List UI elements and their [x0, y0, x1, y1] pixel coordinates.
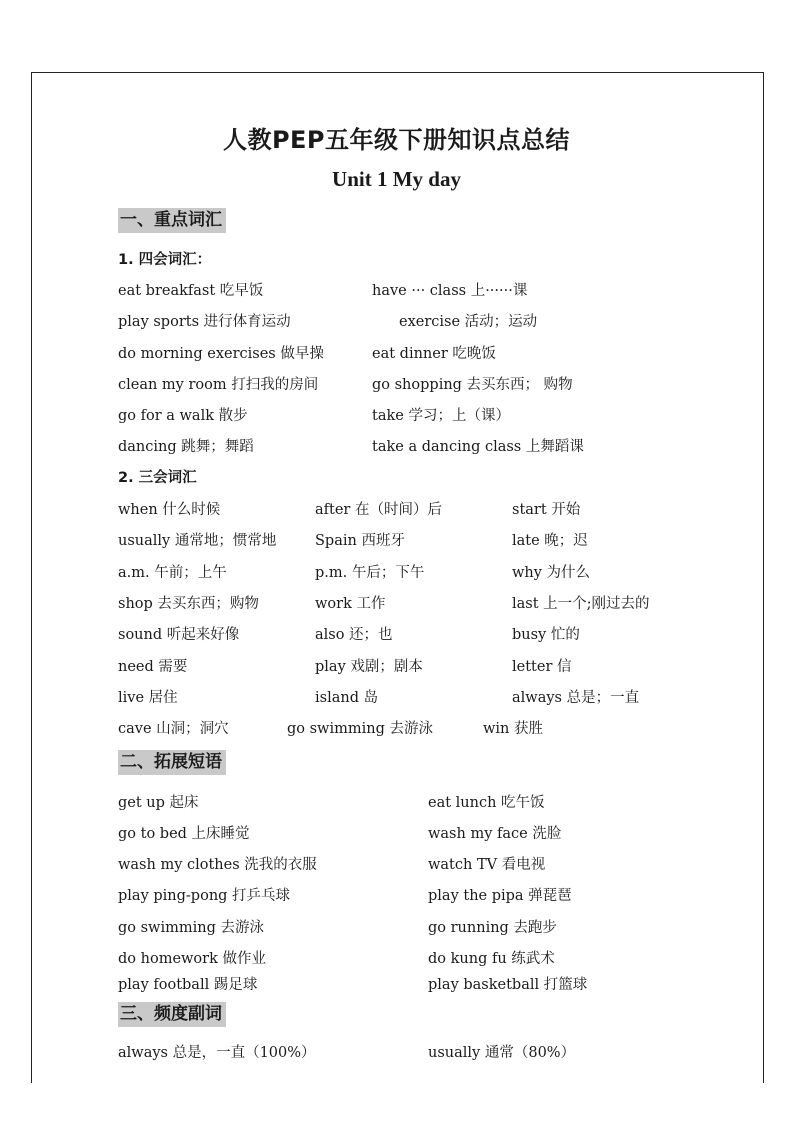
- phrase-item: do homework 做作业: [118, 951, 266, 967]
- vocab-item: p.m. 午后；下午: [315, 565, 425, 581]
- phrase-item: watch TV 看电视: [428, 857, 546, 873]
- vocab-item: go shopping 去买东西； 购物: [372, 377, 573, 393]
- vocab-item: dancing 跳舞；舞蹈: [118, 439, 254, 455]
- vocab-item: clean my room 打扫我的房间: [118, 377, 319, 393]
- subsection-heading-three-skill: 2. 三会词汇: [118, 470, 197, 486]
- vocab-item: also 还；也: [315, 627, 393, 643]
- section-heading-phrases: 二、拓展短语: [118, 750, 226, 775]
- phrase-item: go to bed 上床睡觉: [118, 826, 250, 842]
- phrase-item: wash my face 洗脸: [428, 826, 562, 842]
- vocab-item: play sports 进行体育运动: [118, 314, 291, 330]
- vocab-item: win 获胜: [483, 721, 543, 737]
- vocab-item: sound 听起来好像: [118, 627, 240, 643]
- vocab-item: after 在（时间）后: [315, 502, 442, 518]
- vocab-item: go swimming 去游泳: [287, 721, 433, 737]
- vocab-item: a.m. 午前；上午: [118, 565, 227, 581]
- vocab-item: shop 去买东西；购物: [118, 596, 259, 612]
- unit-title: Unit 1 My day: [332, 167, 461, 191]
- phrase-item: play basketball 打篮球: [428, 977, 588, 993]
- vocab-item: island 岛: [315, 690, 379, 706]
- phrase-item: do kung fu 练武术: [428, 951, 555, 967]
- vocab-item: start 开始: [512, 502, 581, 518]
- phrase-item: go running 去跑步: [428, 920, 557, 936]
- vocab-item: why 为什么: [512, 565, 591, 581]
- vocab-item: late 晚；迟: [512, 533, 588, 549]
- section-heading-vocabulary: 一、重点词汇: [118, 208, 226, 233]
- phrase-item: wash my clothes 洗我的衣服: [118, 857, 317, 873]
- vocab-item: when 什么时候: [118, 502, 221, 518]
- vocab-item: eat breakfast 吃早饭: [118, 283, 264, 299]
- vocab-item: take a dancing class 上舞蹈课: [372, 439, 584, 455]
- section-heading-frequency-adverbs: 三、频度副词: [118, 1002, 226, 1027]
- vocab-item: need 需要: [118, 659, 188, 675]
- phrase-item: get up 起床: [118, 795, 199, 811]
- page-title: 人教PEP五年级下册知识点总结: [222, 126, 571, 154]
- phrase-item: go swimming 去游泳: [118, 920, 264, 936]
- vocab-item: usually 通常地；惯常地: [118, 533, 277, 549]
- vocab-item: last 上一个;刚过去的: [512, 596, 650, 612]
- vocab-item: take 学习；上（课）: [372, 408, 510, 424]
- vocab-item: live 居住: [118, 690, 178, 706]
- adverb-item: always 总是，一直（100%）: [118, 1045, 316, 1061]
- vocab-item: Spain 西班牙: [315, 533, 405, 549]
- vocab-item: letter 信: [512, 659, 572, 675]
- vocab-item: have ··· class 上······课: [372, 283, 528, 299]
- phrase-item: play ping-pong 打乒乓球: [118, 888, 291, 904]
- phrase-item: play the pipa 弹琵琶: [428, 888, 572, 904]
- vocab-item: exercise 活动；运动: [399, 314, 538, 330]
- adverb-item: usually 通常（80%）: [428, 1045, 576, 1061]
- vocab-item: busy 忙的: [512, 627, 580, 643]
- phrase-item: play football 踢足球: [118, 977, 258, 993]
- vocab-item: play 戏剧；剧本: [315, 659, 423, 675]
- vocab-item: always 总是；一直: [512, 690, 640, 706]
- subsection-heading-four-skill: 1. 四会词汇：: [118, 252, 212, 268]
- vocab-item: go for a walk 散步: [118, 408, 248, 424]
- vocab-item: work 工作: [315, 596, 386, 612]
- vocab-item: do morning exercises 做早操: [118, 346, 324, 362]
- phrase-item: eat lunch 吃午饭: [428, 795, 545, 811]
- vocab-item: cave 山洞；洞穴: [118, 721, 229, 737]
- vocab-item: eat dinner 吃晚饭: [372, 346, 496, 362]
